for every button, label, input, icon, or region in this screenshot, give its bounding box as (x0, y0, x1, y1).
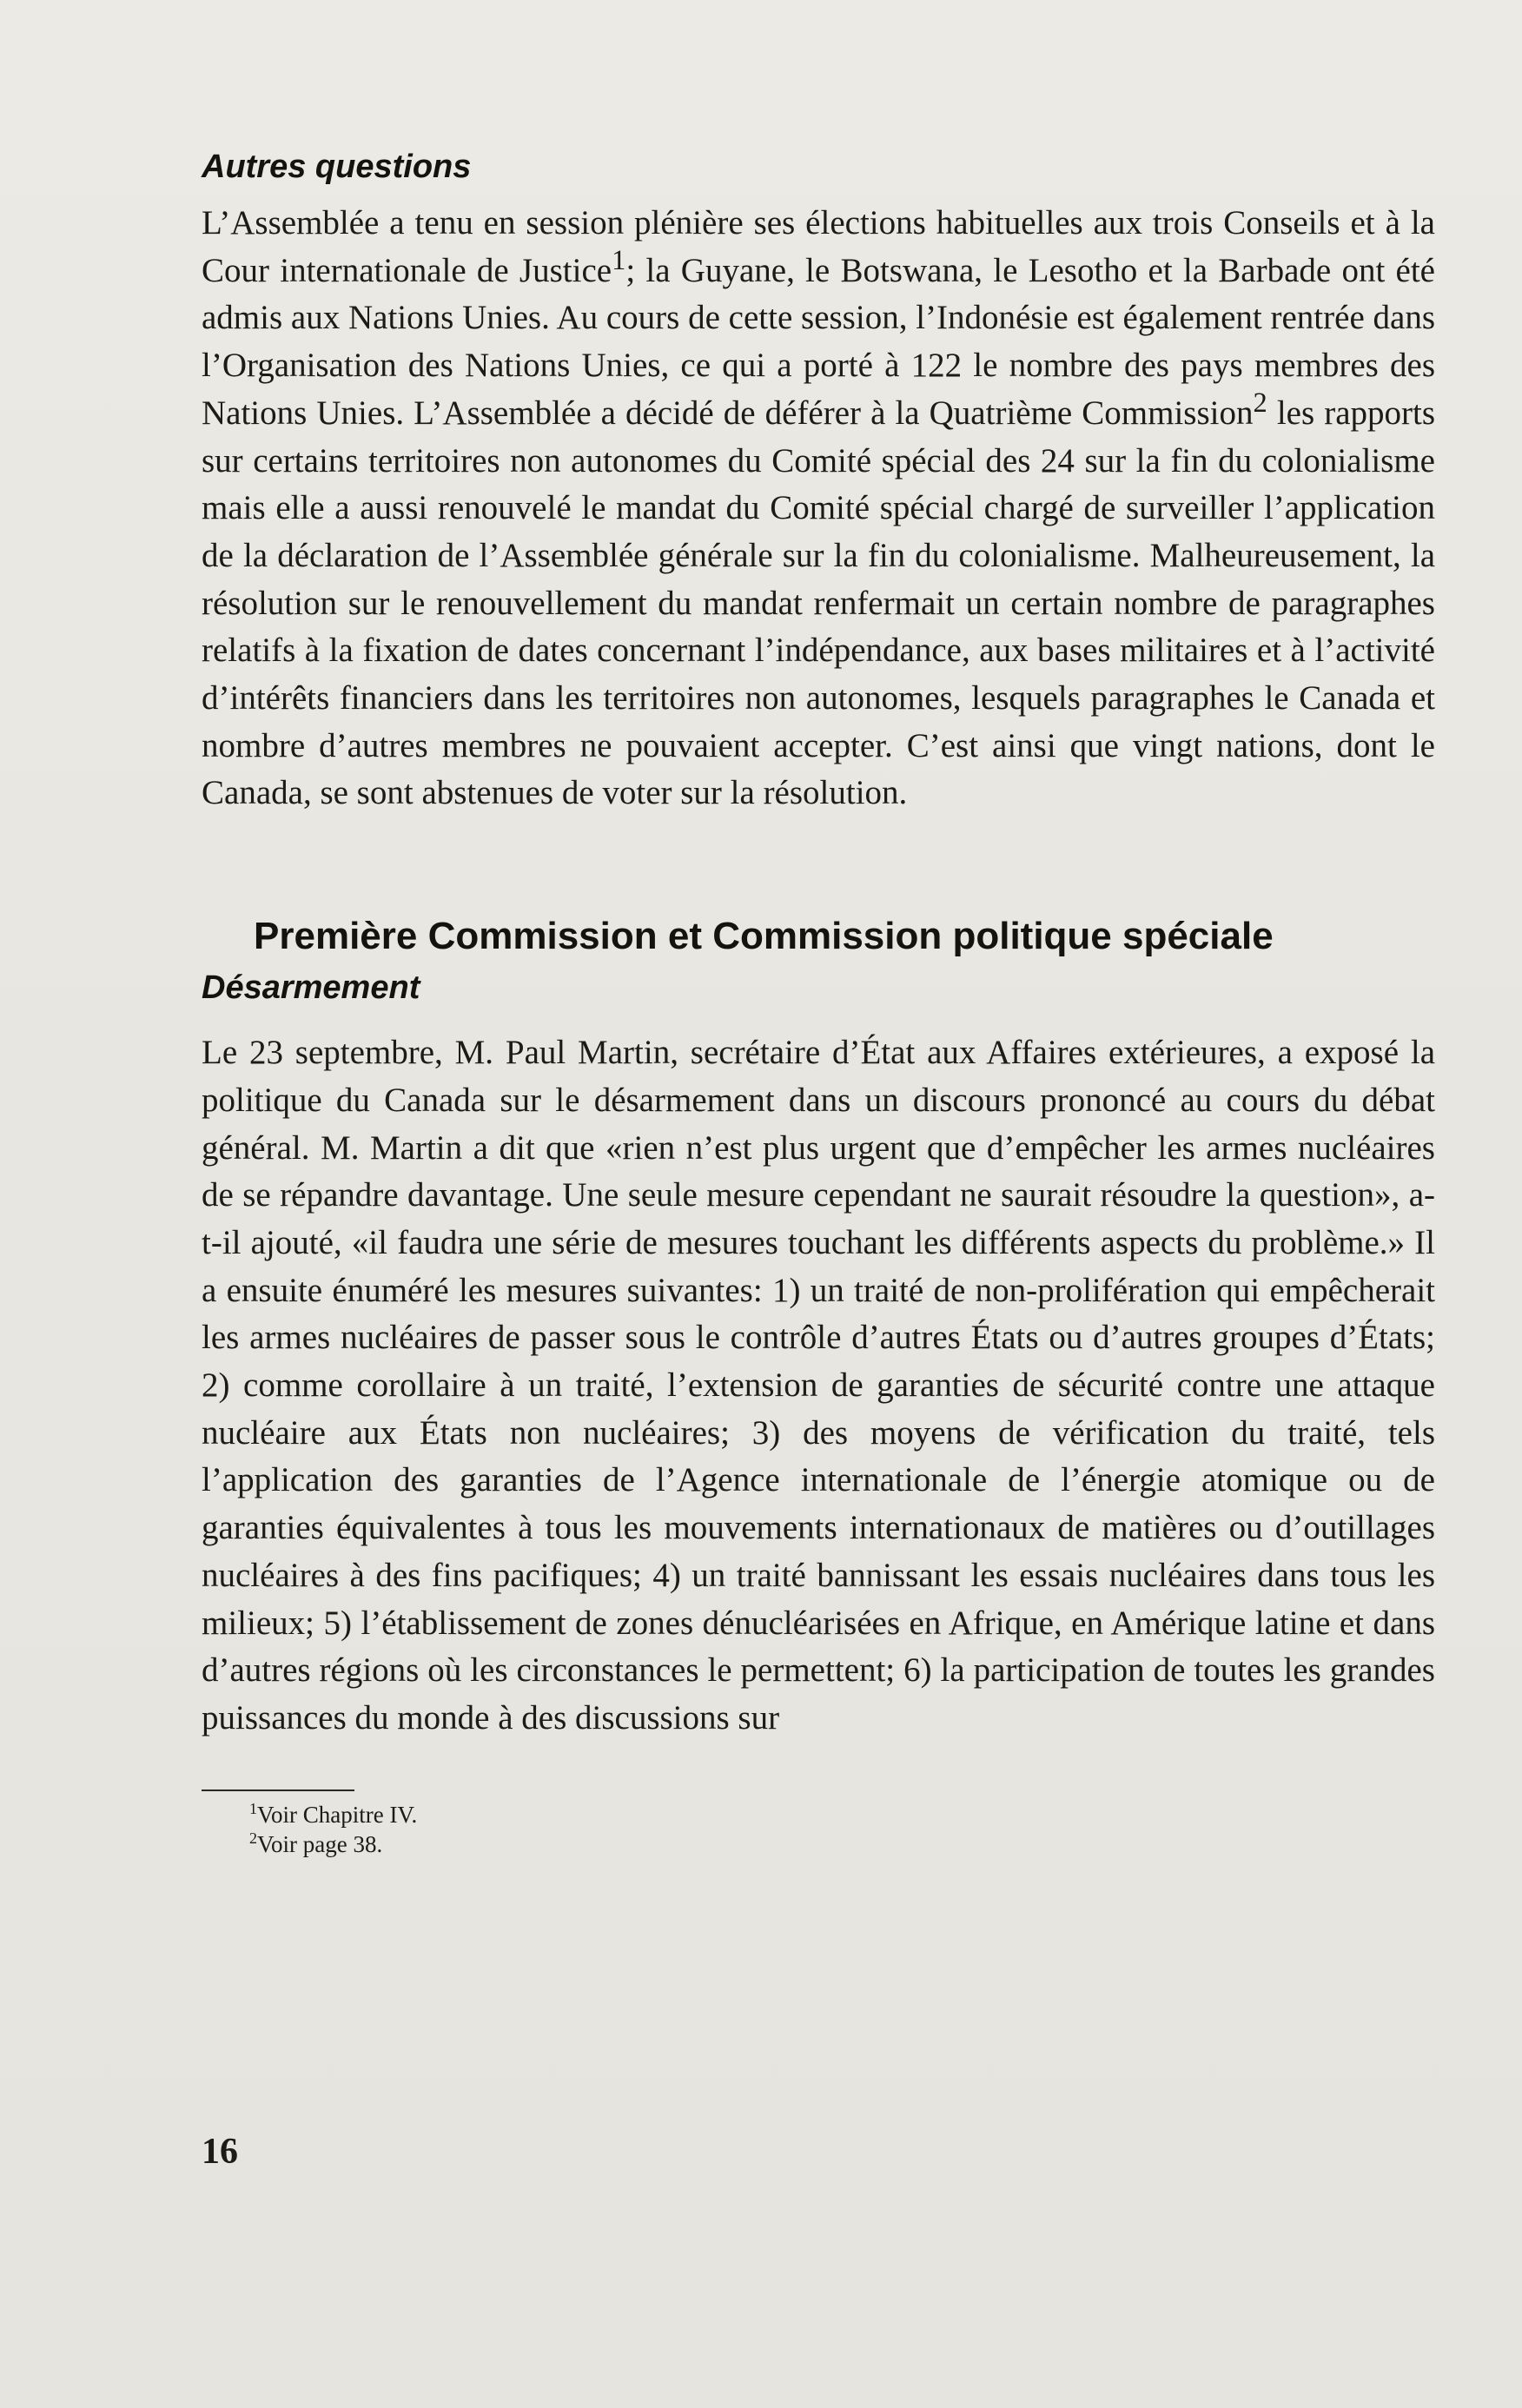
paragraph-text-part: ; la Guyane, le Botswana, le Lesotho et la Barbade ont été admis aux Nations Unies. Au cours de cette session, l’Indonésie est également rentrée dans l’Organisation des Nations Unies, ce qui a porté à 122 le nombre des pays membres des Nations Unies. L’Assemblée a décidé de déférer à la Quatrième Commission (202, 251, 1435, 432)
section-title-premiere-commission: Première Commission et Commission politique spéciale (254, 915, 1274, 958)
paragraph-autres-questions (202, 200, 1435, 817)
section-heading-desarmement: Désarmement (202, 969, 420, 1007)
footnote-2 (249, 1829, 1435, 1859)
footnote-mark: 2 (249, 1829, 257, 1847)
paragraph-text-part: L’Assemblée a tenu en session plénière ses élections habituelles aux trois Conseils et à la Cour internationale de Justice (202, 204, 1435, 289)
footnote-divider (202, 1789, 354, 1791)
footnote-mark: 1 (249, 1799, 257, 1817)
section-heading-autres-questions: Autres questions (202, 149, 472, 185)
footnote-ref-2: 2 (1253, 387, 1267, 419)
paragraph-desarmement: Le 23 septembre, M. Paul Martin, secrétaire d’État aux Affaires extérieures, a exposé la politique du Canada sur le désarmement dans un discours prononcé au cours du débat général. M. Martin a dit que «rien n’est plus urgent que d’empêcher les armes nucléaires de se répandre davantage. Une seule mesure cependant ne saurait résoudre la question», a-t-il ajouté, «il faudra une série de mesures touchant les différents aspects du problème.» Il a ensuite énuméré les mesures suivantes: 1) un traité de non-prolifération qui empêcherait les armes nucléaires de passer sous le contrôle d’autres États ou d’autres groupes d’États; 2) comme corollaire à un traité, l’extension de garanties de sécurité contre une attaque nucléaire aux États non nucléaires; 3) des moyens de vérification du traité, tels l’application des garanties de l’Agence internationale de l’énergie atomique ou de garanties équivalentes à tous les mouvements internationaux de matières ou d’outillages nucléaires à des fins pacifiques; 4) un traité bannissant les essais nucléaires dans tous les milieux; 5) l’établissement de zones dénucléarisées en Afrique, en Amérique latine et dans d’autres régions où les circonstances le permettent; 6) la participation de toutes les grandes puissances du monde à des discussions sur (202, 1034, 1435, 1737)
footnote-text: Voir page 38. (257, 1830, 383, 1857)
paragraph-text-part: les rapports sur certains territoires non autonomes du Comité spécial des 24 sur la fin du colonialisme mais elle a aussi renouvelé le mandat du Comité spécial chargé de surveiller l’application de la déclaration de l’Assemblée générale sur la fin du colonialisme. Malheureusement, la résolution sur le renouvellement du mandat renfermait un certain nombre de paragraphes relatifs à la fixation de dates concernant l’indépendance, aux bases militaires et à l’activité d’intérêts financiers dans les territoires non autonomes, lesquels paragraphes le Canada et nombre d’autres membres ne pouvaient accepter. C’est ainsi que vingt nations, dont le Canada, se sont abstenues de voter sur la résolution. (202, 394, 1435, 812)
page-content (202, 148, 1435, 1859)
footnote-1 (249, 1800, 1435, 1829)
footnote-text: Voir Chapitre IV. (257, 1801, 418, 1828)
footnote-ref-1: 1 (612, 244, 626, 276)
page-number: 16 (202, 2132, 238, 2172)
